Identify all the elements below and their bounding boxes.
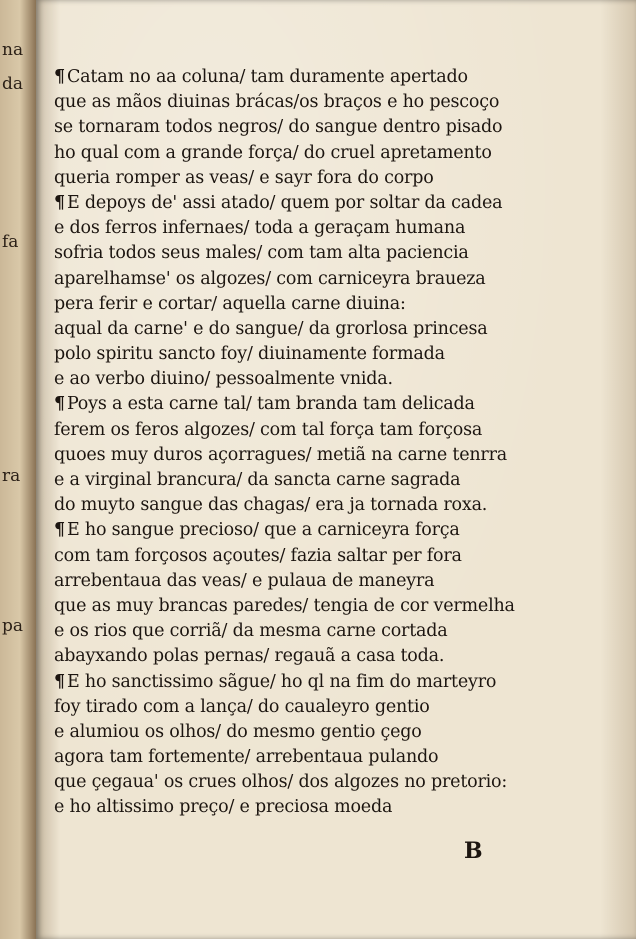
verse-line: ¶ Catam no aa coluna/ tam duramente apertado (54, 67, 468, 87)
previous-page-fragment: na (2, 40, 24, 60)
verse-line: do muyto sangue das chagas/ era ja tornada roxa. (54, 495, 488, 516)
verse-line: com tam forçosos açoutes/ fazia saltar per fora (54, 545, 462, 566)
pilcrow-mark: ¶ (54, 394, 65, 415)
signature-mark: B (464, 838, 483, 864)
verse-line: arrebentaua das veas/ e pulaua de maneyra (54, 570, 435, 591)
verse-line: se tornaram todos negros/ do sangue dentro pisado (54, 117, 503, 138)
verse-line: e os rios que corriã/ da mesma carne cortada (54, 621, 448, 642)
verse-line: polo spiritu sancto foy/ diuinamente formada (54, 344, 445, 365)
pilcrow-mark: ¶ (54, 67, 65, 87)
previous-page-fragment: ra (2, 466, 21, 486)
verse-line: aparelhamse' os algozes/ com carniceyra braueza (54, 268, 486, 289)
verse-line: ¶ Poys a esta carne tal/ tam branda tam delicada (54, 394, 475, 415)
verse-line: quoes muy duros açorragues/ metiã na carne tenrra (54, 444, 508, 465)
previous-page-fragment: fa (2, 232, 19, 252)
verse-line: sofria todos seus males/ com tam alta paciencia (54, 243, 469, 264)
verse-line: e ho altissimo preço/ e preciosa moeda (54, 797, 393, 818)
previous-page-edge (0, 0, 36, 939)
book-page (36, 0, 636, 939)
verse-line: ¶ E depoys de' assi atado/ quem por soltar da cadea (54, 192, 503, 213)
verse-line: que çegaua' os crues olhos/ dos algozes no pretorio: (54, 772, 508, 793)
verse-line: e dos ferros infernaes/ toda a geraçam humana (54, 218, 466, 239)
verse-line: ¶ E ho sangue precioso/ que a carniceyra força (54, 520, 460, 541)
verse-line: ho qual com a grande força/ do cruel apretamento (54, 142, 492, 163)
pilcrow-mark: ¶ (54, 671, 65, 692)
verse-line: ¶ E ho sanctissimo sãgue/ ho ql na fim do marteyro (54, 671, 497, 692)
pilcrow-mark: ¶ (54, 192, 65, 213)
pilcrow-mark: ¶ (54, 520, 65, 541)
verse-line: aqual da carne' e do sangue/ da grorlosa princesa (54, 318, 488, 339)
verse-line: queria romper as veas/ e sayr fora do corpo (54, 167, 434, 188)
verse-line: e a virginal brancura/ da sancta carne sagrada (54, 470, 461, 490)
verse-line: abayxando polas pernas/ regauã a casa toda. (54, 646, 445, 667)
previous-page-fragment: da (2, 74, 24, 94)
previous-page-fragment: pa (2, 616, 24, 636)
verse-line: foy tirado com a lança/ do caualeyro gentio (54, 696, 430, 717)
verse-line: que as mãos diuinas brácas/os braços e ho pescoço (54, 92, 500, 113)
verse-line: agora tam fortemente/ arrebentaua pulando (54, 747, 439, 768)
verse-line: pera ferir e cortar/ aquella carne diuina: (54, 293, 406, 314)
verse-text (54, 65, 614, 821)
verse-line: e ao verbo diuino/ pessoalmente vnida. (54, 369, 393, 390)
verse-line: ferem os feros algozes/ com tal força tam forçosa (54, 419, 483, 440)
verse-line: que as muy brancas paredes/ tengia de cor vermelha (54, 595, 515, 616)
verse-line: e alumiou os olhos/ do mesmo gentio çego (54, 721, 422, 742)
